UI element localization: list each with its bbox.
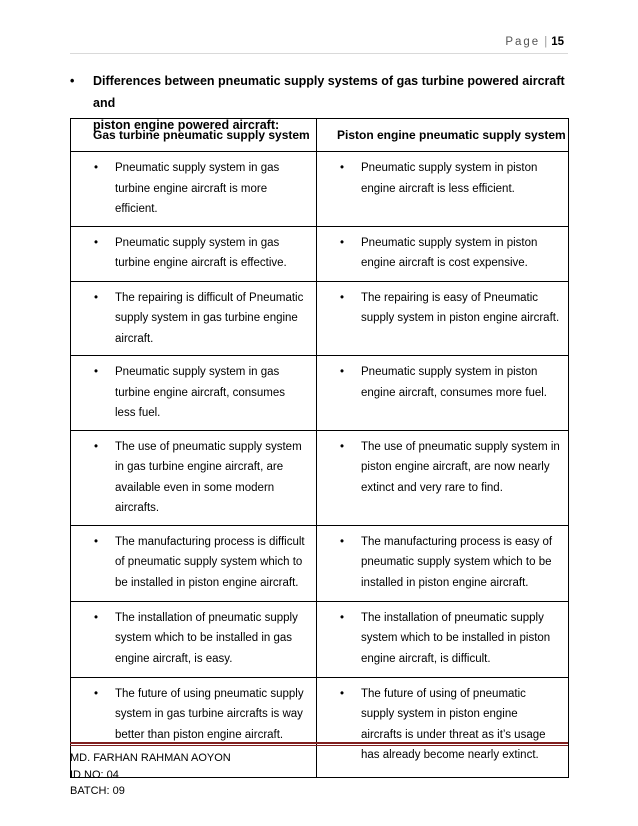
bullet-icon: • bbox=[94, 687, 99, 700]
bullet-icon: • bbox=[340, 162, 345, 174]
footer-rule-thick bbox=[70, 742, 568, 744]
bullet-icon: • bbox=[340, 366, 345, 378]
bullet-icon: • bbox=[340, 687, 345, 700]
cell-piston-engine: Pneumatic supply system in piston engine aircraft, consumes more fuel. bbox=[361, 366, 548, 399]
cell-gas-turbine: The manufacturing process is difficult of pneumatic supply system which to be installed in piston engine aircraft. bbox=[115, 535, 305, 589]
bullet-icon: • bbox=[340, 291, 345, 304]
table-row bbox=[71, 601, 569, 677]
cell-piston-engine: Pneumatic supply system in piston engine aircraft is cost expensive. bbox=[361, 236, 538, 269]
footer-rule-thin bbox=[70, 745, 568, 746]
author-id: ID NO: 04 bbox=[70, 768, 119, 781]
bullet-icon: • bbox=[94, 162, 99, 174]
cell-gas-turbine: Pneumatic supply system in gas turbine engine aircraft, consumes less fuel. bbox=[115, 366, 286, 419]
bullet-icon: • bbox=[94, 291, 99, 304]
header-rule bbox=[70, 53, 568, 54]
bullet-icon: • bbox=[94, 611, 99, 624]
bullet-icon: • bbox=[94, 366, 99, 378]
cell-gas-turbine: The future of using pneumatic supply system in gas turbine aircrafts is way better than piston engine aircraft. bbox=[115, 687, 304, 741]
table-row bbox=[71, 356, 569, 431]
cell-piston-engine: The future of using of pneumatic supply system in piston engine aircrafts is under threat as it’s usage has already become nearly extinct. bbox=[361, 687, 546, 761]
cell-gas-turbine: The installation of pneumatic supply system which to be installed in gas engine aircraft, is easy. bbox=[115, 611, 298, 665]
page-header bbox=[505, 36, 564, 48]
bullet-icon: • bbox=[94, 535, 99, 548]
title-line-1: Differences between pneumatic supply systems of gas turbine powered aircraft and bbox=[93, 74, 565, 110]
cell-piston-engine: Pneumatic supply system in piston engine aircraft is less efficient. bbox=[361, 162, 538, 195]
cell-piston-engine: The repairing is easy of Pneumatic supply system in piston engine aircraft. bbox=[361, 291, 560, 324]
cell-gas-turbine: Pneumatic supply system in gas turbine engine aircraft is effective. bbox=[115, 236, 287, 269]
table-row bbox=[71, 430, 569, 525]
cell-gas-turbine: Pneumatic supply system in gas turbine engine aircraft is more efficient. bbox=[115, 162, 280, 215]
page-label: Page bbox=[505, 36, 541, 48]
title-line-2: piston engine powered aircraft: bbox=[93, 118, 280, 132]
cell-gas-turbine: The use of pneumatic supply system in gas turbine engine aircraft, are available even in some modern aircrafts. bbox=[115, 440, 302, 514]
table-header-row bbox=[71, 119, 569, 152]
page-number: 15 bbox=[551, 36, 564, 48]
table-row bbox=[71, 525, 569, 601]
table-row bbox=[71, 281, 569, 356]
page-separator: | bbox=[544, 36, 548, 48]
table-row bbox=[71, 226, 569, 281]
header-gas-turbine: Gas turbine pneumatic supply system bbox=[71, 119, 317, 152]
bullet-icon: • bbox=[340, 535, 345, 548]
table-row bbox=[71, 152, 569, 227]
bullet-icon: • bbox=[94, 236, 99, 249]
title-bullet: • bbox=[70, 74, 75, 88]
cell-gas-turbine: The repairing is difficult of Pneumatic supply system in gas turbine engine aircraft. bbox=[115, 291, 304, 345]
footer bbox=[70, 750, 231, 800]
bullet-icon: • bbox=[340, 236, 345, 249]
bullet-icon: • bbox=[94, 440, 99, 453]
header-piston-engine: Piston engine pneumatic supply system bbox=[317, 119, 569, 152]
author-name: MD. FARHAN RAHMAN AOYON bbox=[70, 752, 231, 764]
bullet-icon: • bbox=[340, 440, 345, 453]
bullet-icon: • bbox=[340, 611, 345, 624]
cell-piston-engine: The installation of pneumatic supply system which to be installed in piston engine aircraft, is difficult. bbox=[361, 611, 551, 665]
author-batch: BATCH: 09 bbox=[70, 785, 125, 797]
comparison-table bbox=[70, 118, 569, 778]
cell-piston-engine: The manufacturing process is easy of pneumatic supply system which to be installed in piston engine aircraft. bbox=[361, 535, 553, 589]
cell-piston-engine: The use of pneumatic supply system in piston engine aircraft, are now nearly extinct and very rare to find. bbox=[361, 440, 560, 494]
